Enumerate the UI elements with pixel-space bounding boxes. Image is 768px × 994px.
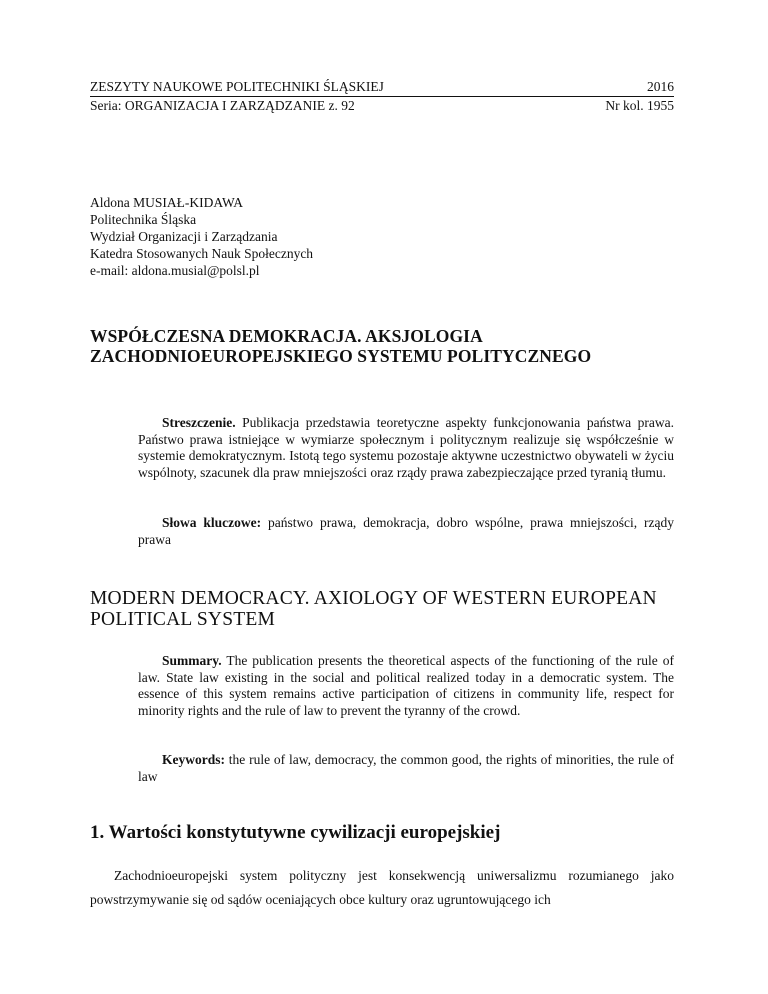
title-english <box>90 588 690 630</box>
header-row-top <box>90 78 674 97</box>
author-block <box>90 194 313 279</box>
author-faculty: Wydział Organizacji i Zarządzania <box>90 229 278 244</box>
title-polish <box>90 326 690 366</box>
abstract-english-text: The publication presents the theoretical aspects of the functioning of the rule of law. State law existing in the social and political realized today in a democratic system. The essence of this system remains active participation of citizens in community life, respect for minority rights and the rule of law to prevent the tyranny of the crowd. <box>138 653 674 718</box>
author-email: e-mail: aldona.musial@polsl.pl <box>90 263 260 278</box>
abstract-polish-text: Publikacja przedstawia teoretyczne aspekty funkcjonowania państwa prawa. Państwo prawa istniejące w wymiarze społecznym i politycznym realizuje się współcześnie w systemie demokratycznym. Istotą tego systemu pozostaje aktywne uczestnictwo obywateli w życiu wspólnoty, szacunek dla praw mniejszości oraz rządy prawa zabezpieczające przed tyranią tłumu. <box>138 415 674 480</box>
title-english-line2: POLITICAL SYSTEM <box>90 609 276 630</box>
journal-header <box>90 78 674 114</box>
body-paragraph: Zachodnioeuropejski system polityczny jest konsekwencją uniwersalizmu rozumianego jako powstrzymywanie się od sądów oceniających obce kultury oraz ugruntowującego ich <box>90 868 674 907</box>
journal-series: Seria: ORGANIZACJA I ZARZĄDZANIE z. 92 <box>90 98 355 113</box>
header-row-bottom <box>90 97 674 114</box>
body-text <box>90 864 674 912</box>
keywords-polish-label: Słowa kluczowe: <box>162 515 262 530</box>
abstract-english-label: Summary. <box>162 653 222 668</box>
issue-number: Nr kol. 1955 <box>605 98 674 113</box>
journal-name: ZESZYTY NAUKOWE POLITECHNIKI ŚLĄSKIEJ <box>90 79 384 94</box>
author-name: Aldona MUSIAŁ-KIDAWA <box>90 195 244 210</box>
abstract-polish <box>138 415 674 481</box>
abstract-english <box>138 653 674 719</box>
title-polish-line2: ZACHODNIOEUROPEJSKIEGO SYSTEMU POLITYCZNEGO <box>90 346 592 366</box>
title-polish-line1: WSPÓŁCZESNA DEMOKRACJA. AKSJOLOGIA <box>90 326 483 346</box>
title-english-line1: MODERN DEMOCRACY. AXIOLOGY OF WESTERN EUROPEAN <box>90 588 657 609</box>
publication-year: 2016 <box>647 79 674 94</box>
author-institution: Politechnika Śląska <box>90 212 197 227</box>
keywords-english <box>138 752 674 785</box>
author-department: Katedra Stosowanych Nauk Społecznych <box>90 246 314 261</box>
keywords-english-text: the rule of law, democracy, the common good, the rights of minorities, the rule of law <box>138 752 674 784</box>
keywords-polish-text: państwo prawa, demokracja, dobro wspólne, prawa mniejszości, rządy prawa <box>138 515 675 547</box>
keywords-english-label: Keywords: <box>162 752 225 767</box>
keywords-polish <box>138 515 674 548</box>
abstract-polish-label: Streszczenie. <box>162 415 236 430</box>
section-heading: 1. Wartości konstytutywne cywilizacji europejskiej <box>90 822 501 843</box>
